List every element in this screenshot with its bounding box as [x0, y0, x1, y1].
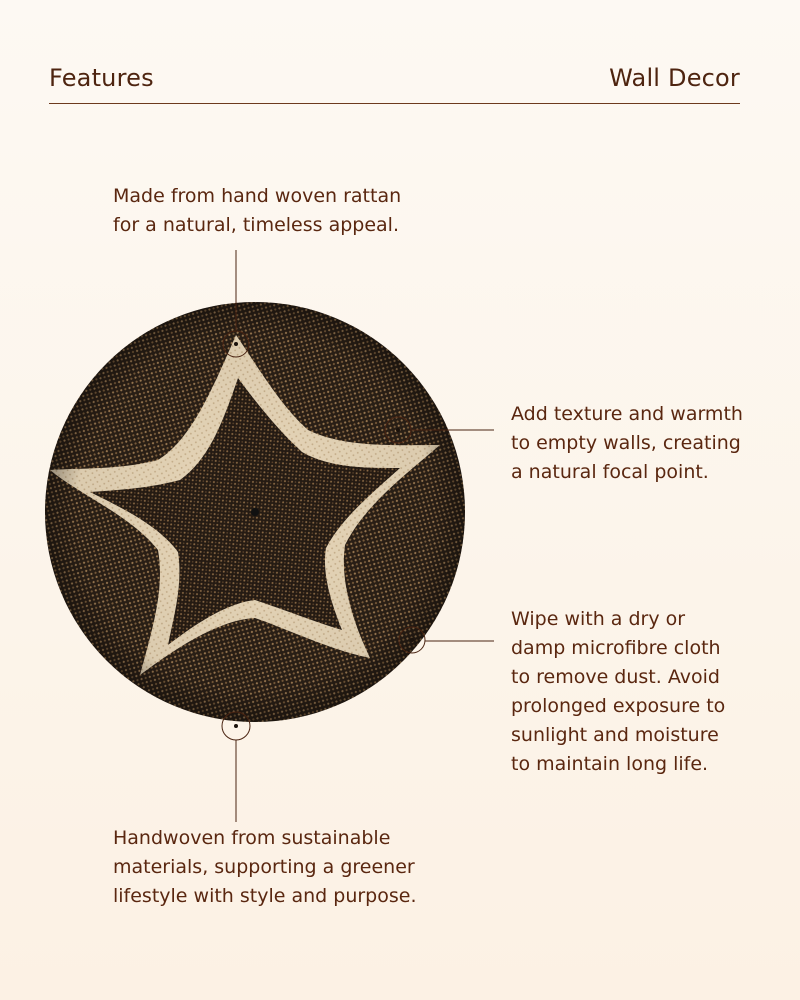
feature-text-care — [511, 605, 725, 779]
feature-line: to remove dust. Avoid — [511, 666, 720, 688]
feature-line: sunlight and moisture — [511, 724, 719, 746]
feature-text-material — [113, 182, 401, 240]
header-divider — [49, 103, 740, 104]
feature-line: Add texture and warmth — [511, 403, 743, 425]
header-title-features: Features — [49, 64, 154, 92]
rattan-wall-plate-image — [40, 300, 470, 730]
feature-line: Wipe with a dry or — [511, 608, 686, 630]
feature-line: to maintain long life. — [511, 753, 709, 775]
feature-line: a natural focal point. — [511, 461, 709, 483]
header-title-category: Wall Decor — [609, 64, 740, 92]
feature-line: damp microfibre cloth — [511, 637, 721, 659]
feature-line: to empty walls, creating — [511, 432, 741, 454]
feature-line: prolonged exposure to — [511, 695, 726, 717]
feature-line: Made from hand woven rattan — [113, 185, 402, 207]
feature-text-sustainability — [113, 824, 417, 911]
plate-shading — [45, 302, 465, 722]
feature-line: lifestyle with style and purpose. — [113, 885, 417, 907]
feature-text-texture — [511, 400, 743, 487]
feature-line: Handwoven from sustainable — [113, 827, 391, 849]
feature-line: for a natural, timeless appeal. — [113, 214, 399, 236]
feature-line: materials, supporting a greener — [113, 856, 415, 878]
